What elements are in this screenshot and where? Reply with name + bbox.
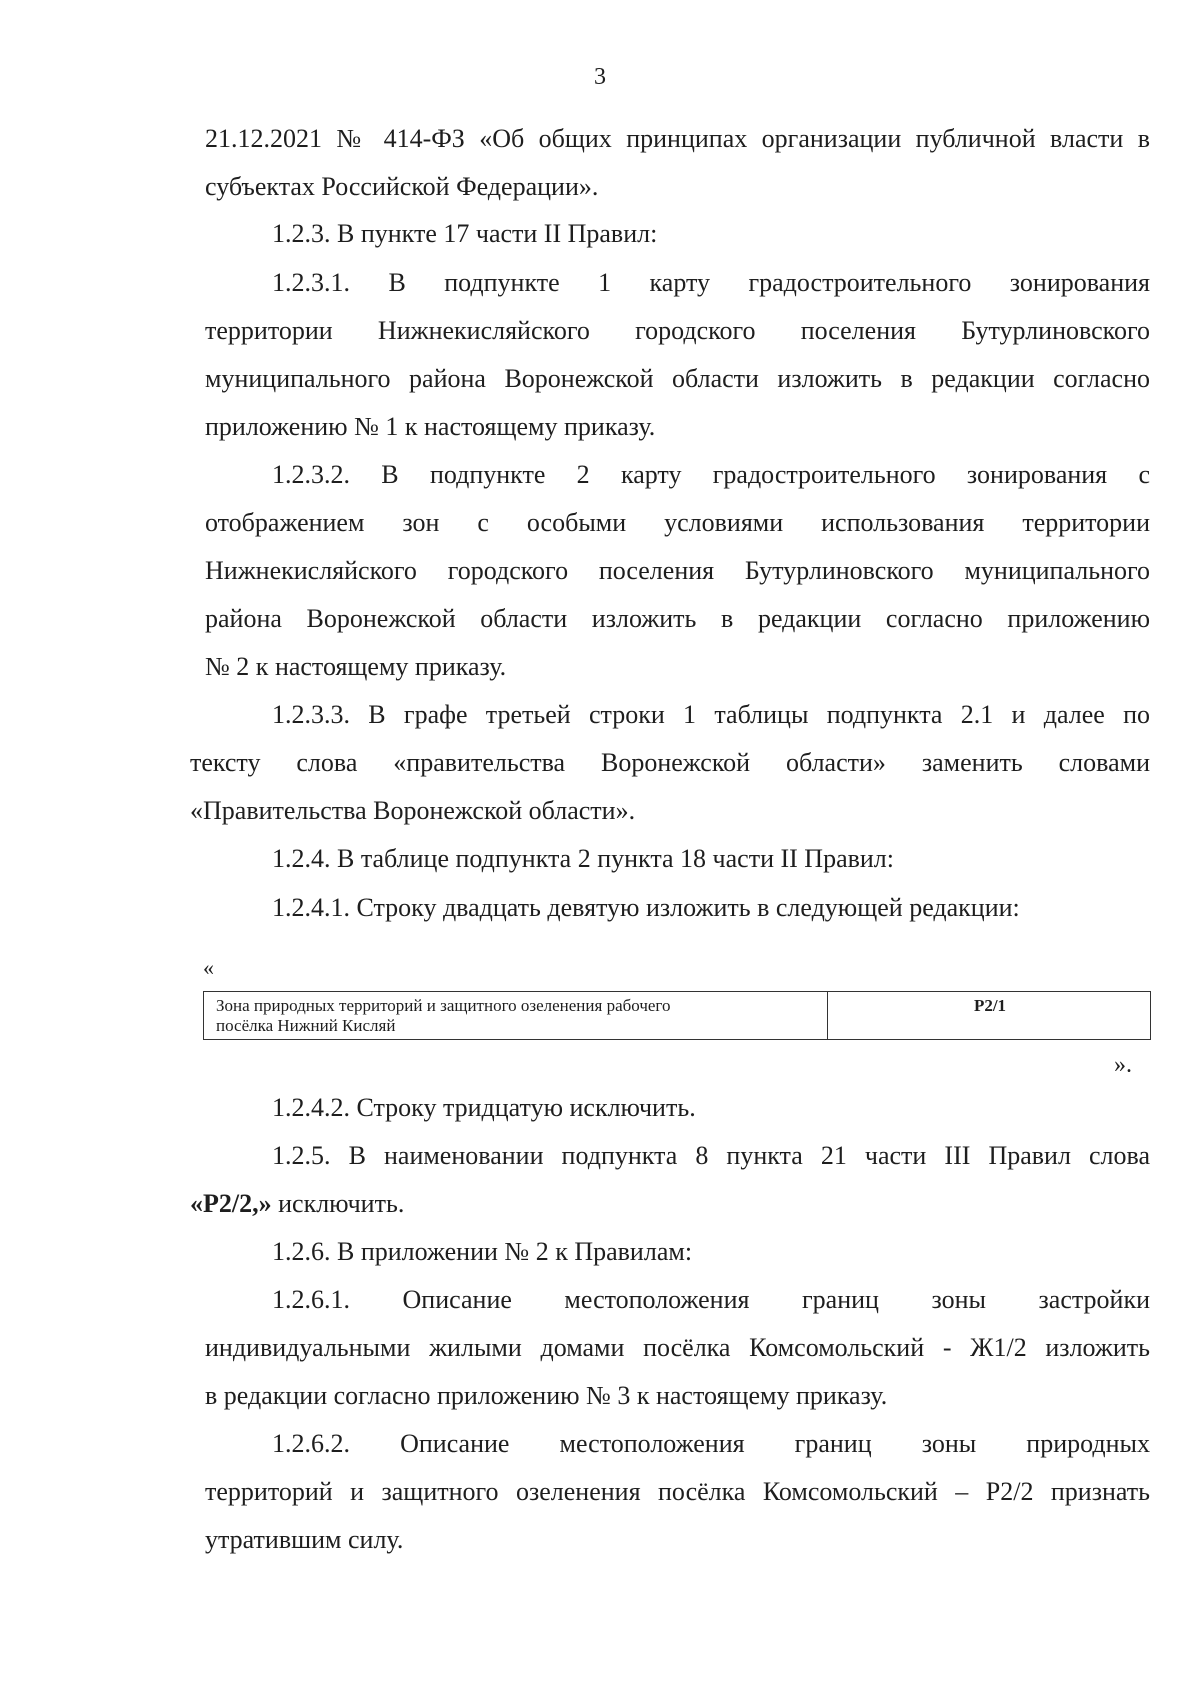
zone-name-line: Зона природных территорий и защитного озеленения рабочего [216, 996, 671, 1015]
text-line: приложению № 1 к настоящему приказу. [205, 412, 656, 441]
text-line: муниципального района Воронежской области изложить в редакции согласно [205, 364, 1150, 393]
text-line: 1.2.6.1. Описание местоположения границ зоны застройки [272, 1285, 1150, 1314]
table-row [204, 992, 1151, 1040]
text-line: Нижнекисляйского городского поселения Бутурлиновского муниципального [205, 556, 1150, 585]
text-line: 1.2.6. В приложении № 2 к Правилам: [272, 1237, 693, 1266]
text-line: утратившим силу. [205, 1525, 404, 1554]
text-line: индивидуальными жилыми домами посёлка Комсомольский - Ж1/2 изложить [205, 1333, 1150, 1362]
text-line: 1.2.5. В наименовании подпункта 8 пункта 21 части III Правил слова [272, 1141, 1150, 1170]
text-line: 1.2.4. В таблице подпункта 2 пункта 18 части II Правил: [272, 844, 895, 873]
opening-quote: « [203, 955, 214, 980]
text-line: субъектах Российской Федерации». [205, 172, 599, 201]
bold-term: «Р2/2,» [190, 1189, 272, 1218]
text-line: 1.2.3.3. В графе третьей строки 1 таблицы подпункта 2.1 и далее по [272, 700, 1150, 729]
text-line: «Правительства Воронежской области». [190, 796, 636, 825]
text-line: 1.2.3.2. В подпункте 2 карту градостроительного зонирования с [272, 460, 1150, 489]
text-line: 1.2.3. В пункте 17 части II Правил: [272, 219, 658, 248]
page-number: 3 [594, 64, 606, 90]
text-line: территории Нижнекисляйского городского поселения Бутурлиновского [205, 316, 1150, 345]
zone-name-line: посёлка Нижний Кисляй [216, 1016, 396, 1035]
amendment-table [203, 991, 1151, 1040]
text-line: 1.2.6.2. Описание местоположения границ зоны природных [272, 1429, 1150, 1458]
text-line: 1.2.3.1. В подпункте 1 карту градостроительного зонирования [272, 268, 1150, 297]
text-fragment: исключить. [271, 1189, 405, 1218]
zone-code-cell: Р2/1 [828, 992, 1151, 1040]
closing-quote: ». [1114, 1052, 1132, 1078]
text-line: территорий и защитного озеленения посёлка Комсомольский – Р2/2 признать [205, 1477, 1150, 1506]
text-line: № 2 к настоящему приказу. [205, 652, 507, 681]
zone-name-cell [204, 992, 828, 1040]
text-line: района Воронежской области изложить в редакции согласно приложению [205, 604, 1150, 633]
text-line: 21.12.2021 № 414-ФЗ «Об общих принципах организации публичной власти в [205, 124, 1150, 153]
text-line: в редакции согласно приложению № 3 к настоящему приказу. [205, 1381, 888, 1410]
text-line [190, 1189, 404, 1219]
text-line: 1.2.4.1. Строку двадцать девятую изложить в следующей редакции: [272, 893, 1020, 922]
text-line: тексту слова «правительства Воронежской области» заменить словами [190, 748, 1150, 777]
text-line: 1.2.4.2. Строку тридцатую исключить. [272, 1093, 696, 1122]
text-line: отображением зон с особыми условиями использования территории [205, 508, 1150, 537]
